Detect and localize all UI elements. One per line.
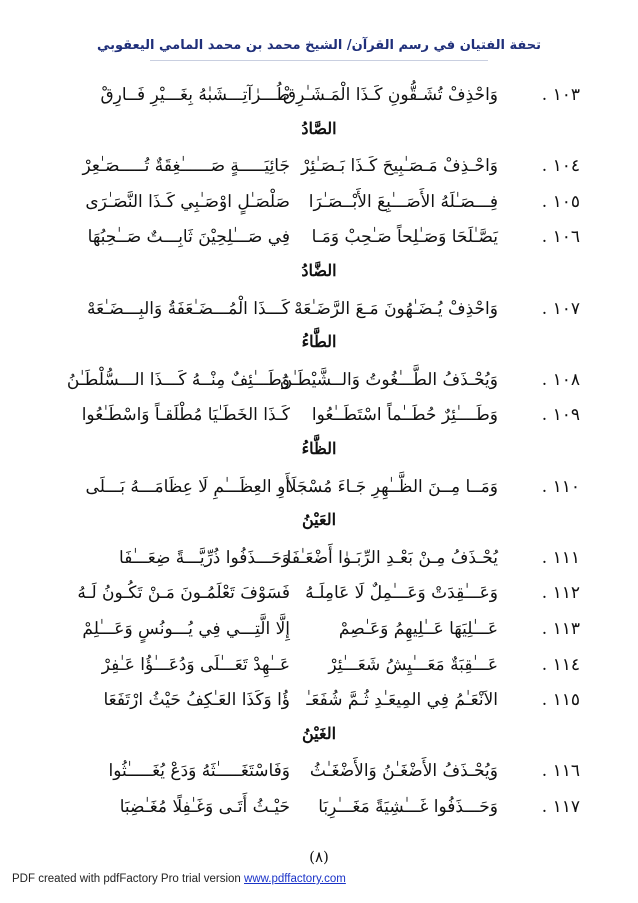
first-hemistich: عَـــٰلِيَهَا عَــٰلِيهِمُ وَعَـٰصِمْ (338, 619, 498, 639)
second-hemistich: صَلْصَـٰلٍ اوْصَـٰبِي كَـذَا النَّصَـٰرَى (85, 191, 290, 212)
second-hemistich: فِي صَـــٰلِحِيْنَ ثَابِـــتٌ صَــٰحِبُهَا (87, 227, 290, 248)
verse-number: ١٠٧ . (541, 298, 580, 319)
second-hemistich: عَــٰهِدْ تَعَـــٰلَى وَدُعَـــٰؤُا عَـٰفِرْ (101, 654, 290, 675)
verse-line (0, 614, 638, 644)
page-number: (٨) (309, 848, 329, 866)
section-heading: العَيْنُ (301, 510, 337, 530)
page-header: تحفة الفتيان في رسم القرآن/ الشيخ محمد بن محمد المامي اليعقوبي (96, 38, 541, 53)
first-hemistich: وَاحْـذِفْ مَـصَـٰبِيحَ كَـذَا بَـصَـٰئِرْ (301, 156, 498, 177)
verse-number: ١٠٩ . (541, 405, 580, 426)
verse-line (0, 151, 638, 181)
verse-number: ١١٤ . (541, 654, 580, 675)
first-hemistich: وَحَـــذَفُوا غَـــٰشِيَةً مَغَـــٰرِبَا (318, 797, 498, 817)
verse-line (0, 187, 638, 217)
second-hemistich: وَحَـــذَفُوا ذُرِّيَّـــةً ضِعَـــٰفَا (119, 547, 290, 568)
section-heading: الطَّاءُ (301, 332, 337, 352)
second-hemistich: وَفَاسْتَغَـــــٰثَهُ وَدَعْ يُغَـــــٰثُوا (108, 761, 290, 782)
second-hemistich: ؤُا وَكَذَا العَـٰكِفُ حَيْثُ ارْتَفَعَا (103, 690, 290, 711)
pdf-footer (12, 873, 346, 885)
verse-line (0, 792, 638, 822)
first-hemistich: وَيُحْـذَفُ الأَضْغَـٰنُ وَالأَضْغَـٰثُ (309, 761, 498, 782)
first-hemistich: وَمَــا مِــنَ الظَّــٰهِرِ جَـاءَ مُسْجَلَا (286, 476, 498, 497)
verse-line (0, 578, 638, 608)
second-hemistich: فَسَوْفَ تَعْلَمُـونَ مَـنْ تَكُـونُ لَـهُ (77, 583, 290, 604)
verse-line (0, 543, 638, 573)
verse-number: ١٠٦ . (541, 227, 580, 248)
footer-text: PDF created with pdfFactory Pro trial version (12, 873, 241, 885)
second-hemistich: كَـــذَا الْمُـــضَـٰعَفَةُ وَالبِـــضَـٰعَهْ (86, 298, 290, 319)
second-hemistich: كَـذَا الخَطَـٰيَا مُطْلَقـاً وَاسْطَـٰعُوا (81, 405, 290, 426)
section-heading: الصَّادُ (301, 118, 337, 138)
verse-line (0, 650, 638, 680)
section-heading: الضَّادُ (301, 261, 337, 280)
second-hemistich: إِلَّا الَّتِـــي فِي يُـــونُسٍ وَعَـــٰلِمْ (82, 619, 290, 639)
verse-line (0, 472, 638, 502)
second-hemistich: طُـــرٰآتِـــشَبٰهُ بِغَـــيْرِ فَــارِقْ (100, 85, 290, 105)
second-hemistich: حَيْـثُ أَتَـى وَغَـٰفِلًا مُغَـٰضِبَا (119, 797, 290, 817)
second-hemistich: وَطَـــٰئِفٌ مِنْــهُ كَـــذَا الـــسُّلْطَـٰنُ (66, 369, 290, 390)
first-hemistich: وَاحْذِفْ يُـضَـٰهُونَ مَـعَ الرَّضَـٰعَهْ (294, 298, 498, 319)
verse-number: ١٠٨ . (541, 369, 580, 390)
verse-number: ١٠٤ . (541, 156, 580, 177)
first-hemistich: الاَنْعَـٰمُ فِي المِيعَـٰدِ ثُـمَّ شُفَعَـٰ (306, 690, 498, 711)
verse-line (0, 365, 638, 395)
section-heading: الظَّاءُ (301, 439, 337, 458)
header-divider (150, 60, 488, 61)
verse-number: ١١٢ . (541, 583, 580, 604)
verse-line (0, 80, 638, 110)
verse-number: ١١١ . (541, 547, 580, 568)
verse-line (0, 756, 638, 786)
verse-number: ١٠٣ . (541, 85, 580, 105)
first-hemistich: وَطَــــٰئِرٌ حُطَــٰماً اسْتَطَــٰعُوا (311, 405, 498, 426)
verse-number: ١١٠ . (541, 476, 580, 497)
verse-line (0, 685, 638, 715)
second-hemistich: جَائِيَـــــةٍ صَــــــٰغِقَةٌ تُـــــصَـٰعِرْ (82, 156, 290, 177)
verse-number: ١١٧ . (541, 797, 580, 817)
first-hemistich: فِـــصَـٰلَهُ الأَصَـــٰبِعَ الأَبْــصَـٰرَا (308, 191, 498, 212)
first-hemistich: وَعَـــٰقِدَتْ وَعَـــٰمِلٌ لَا عَامِلَـهُ (305, 583, 498, 604)
verse-line (0, 400, 638, 430)
first-hemistich: عَـــٰقِبَةٌ مَعَـــٰيِشُ شَعَـــٰئِرْ (328, 654, 498, 675)
section-heading: الغَيْنُ (301, 723, 337, 743)
verse-number: ١١٦ . (541, 761, 580, 782)
first-hemistich: وَاحْذِفْ تُشَـقُّونِ كَـذَا الْمَـشَـٰرِقْ (282, 85, 498, 105)
verse-line (0, 294, 638, 324)
verse-line (0, 222, 638, 252)
verse-number: ١١٥ . (541, 690, 580, 711)
verse-number: ١٠٥ . (541, 191, 580, 212)
first-hemistich: يُحْـذَفُ مِـنْ بَعْـدِ الرِّبَـوٰا أَضْعَـٰفَا (286, 547, 498, 568)
footer-link[interactable]: www.pdffactory.com (244, 873, 346, 885)
second-hemistich: أَوِ العِظَـــٰمِ لَا عِظَامَـــهُ بَـــلَى (85, 476, 290, 497)
verse-number: ١١٣ . (541, 619, 580, 639)
first-hemistich: يَصَّـٰلَحَا وَصَـٰلِحاً صَـٰحِبْ وَمَـا (311, 227, 498, 248)
first-hemistich: وَيُحْـذَفُ الطَّـــٰغُوتُ وَالــشَّيْطَـٰنُ (279, 369, 498, 390)
